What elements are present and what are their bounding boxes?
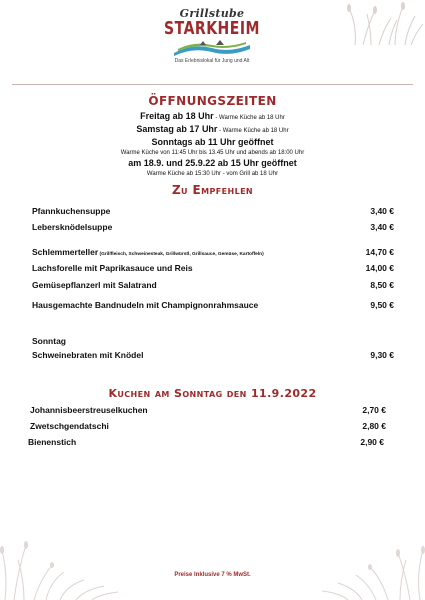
menu-item-name: Schweinebraten mit Knödel bbox=[32, 350, 144, 360]
cake-item bbox=[30, 405, 386, 417]
menu-item bbox=[32, 263, 394, 275]
hours-day: Samstag ab 17 Uhr bbox=[136, 124, 218, 134]
menu-item bbox=[32, 300, 394, 312]
cake-price: 2,70 € bbox=[362, 405, 386, 415]
hours-line bbox=[0, 137, 425, 148]
hours-line bbox=[0, 111, 425, 124]
sunday-label: Sonntag bbox=[32, 336, 66, 346]
cake-name: Johannisbeerstreuselkuchen bbox=[30, 405, 148, 415]
menu-item-price: 14,00 € bbox=[365, 263, 394, 273]
menu-item-price: 9,50 € bbox=[370, 300, 394, 310]
logo-top-text: Grillstube bbox=[179, 7, 245, 20]
grass-decoration-bottom-right-icon bbox=[320, 525, 425, 600]
restaurant-logo bbox=[160, 8, 264, 78]
cake-item bbox=[30, 421, 386, 433]
opening-hours bbox=[0, 111, 425, 179]
cakes-title: Kuchen am Sonntag den 11.9.2022 bbox=[108, 387, 317, 400]
cake-name: Bienenstich bbox=[28, 437, 77, 447]
menu-item bbox=[32, 247, 394, 259]
menu-item-detail: (Grillfleisch, Schweinesteak, Grillwürstl, Grillsauce, Gemüse, Kartoffeln) bbox=[98, 252, 264, 257]
menu-item-price: 3,40 € bbox=[370, 206, 394, 216]
cake-item bbox=[28, 437, 384, 449]
menu-item-price: 14,70 € bbox=[365, 247, 394, 257]
hours-day: am 18.9. und 25.9.22 ab 15 Uhr geöffnet bbox=[128, 158, 297, 168]
menu-item bbox=[32, 222, 394, 234]
menu-item-price: 9,30 € bbox=[370, 350, 394, 360]
recommend-title: Zu Empfehlen bbox=[171, 183, 254, 197]
menu-item bbox=[32, 280, 394, 292]
cake-price: 2,90 € bbox=[360, 437, 384, 447]
price-footnote: Preise Inklusive 7 % MwSt. bbox=[174, 572, 251, 578]
opening-hours-title: ÖFFNUNGSZEITEN bbox=[148, 94, 277, 108]
grass-decoration-top-icon bbox=[345, 0, 425, 45]
sunday-label-row bbox=[32, 336, 394, 348]
hours-kitchen-note: Warme Küche von 11:45 Uhr bis 13.45 Uhr und abends ab 18:00 Uhr bbox=[120, 150, 305, 156]
menu-item-title: Schlemmerteller bbox=[32, 247, 99, 257]
menu-item bbox=[32, 206, 394, 218]
hours-day: Freitag ab 18 Uhr bbox=[140, 111, 214, 121]
hours-note: - Warme Küche ab 18 Uhr bbox=[217, 128, 289, 134]
cake-price: 2,80 € bbox=[362, 421, 386, 431]
menu-item-name: Lebersknödelsuppe bbox=[32, 222, 113, 232]
landscape-logo-icon bbox=[172, 39, 252, 57]
logo-subtitle: Das Erlebnislokal für Jung und Alt bbox=[174, 58, 250, 64]
logo-main-text: STARKHEIM bbox=[164, 18, 260, 39]
menu-item-name: Gemüsepflanzerl mit Salatrand bbox=[32, 280, 157, 290]
hours-kitchen-note: Warme Küche ab 15:30 Uhr - vom Grill ab 18 Uhr bbox=[146, 171, 279, 177]
hours-day: Sonntags ab 11 Uhr geöffnet bbox=[151, 137, 274, 147]
menu-item bbox=[32, 350, 394, 362]
menu-item-price: 3,40 € bbox=[370, 222, 394, 232]
cake-name: Zwetschgendatschi bbox=[30, 421, 109, 431]
menu-item-name: Pfannkuchensuppe bbox=[32, 206, 111, 216]
hours-note: - Warme Küche ab 18 Uhr bbox=[213, 115, 285, 121]
grass-decoration-bottom-left-icon bbox=[0, 520, 120, 600]
menu-item-name: Hausgemachte Bandnudeln mit Champignonrahmsauce bbox=[32, 300, 259, 310]
hours-line bbox=[0, 158, 425, 169]
menu-item-price: 8,50 € bbox=[370, 280, 394, 290]
menu-item-name: Lachsforelle mit Paprikasauce und Reis bbox=[32, 263, 193, 273]
menu-item-name bbox=[32, 247, 264, 257]
header-divider bbox=[12, 84, 413, 85]
hours-line bbox=[0, 124, 425, 137]
